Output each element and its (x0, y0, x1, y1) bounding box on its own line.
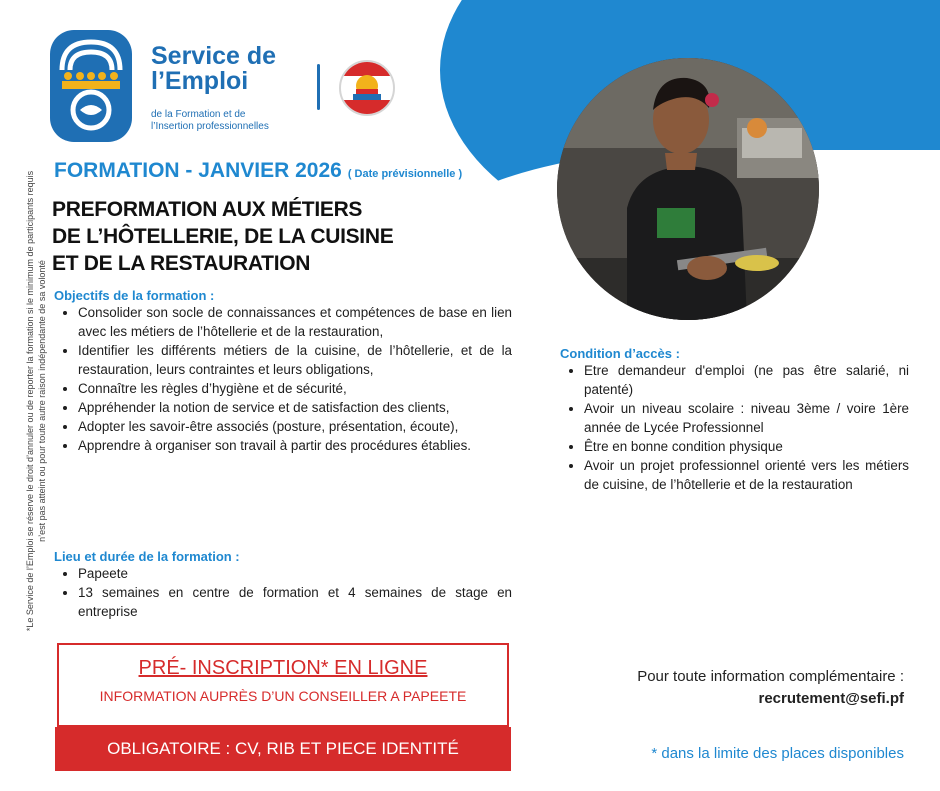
location-section (54, 549, 512, 621)
objectives-section (54, 288, 512, 455)
brand-name-line1: Service de (151, 42, 277, 70)
disclaimer-line1: *Le Service de l’Emploi se réserve le droit d’annuler ou de reporter la formation si le minimum de participants requis (25, 170, 35, 632)
sefi-logo (50, 30, 132, 142)
conditions-list (560, 361, 909, 494)
chef-photo (557, 58, 819, 320)
formation-date-heading (54, 159, 462, 183)
footnote: * dans la limite des places disponibles (651, 745, 904, 762)
conseiller-info: INFORMATION AUPRÈS D’UN CONSEILLER A PAPEETE (99, 688, 467, 704)
brand-name (151, 44, 276, 94)
formation-month: FORMATION - JANVIER 2026 (54, 159, 342, 182)
list-item: • Avoir un projet professionnel orienté vers les métiers de cuisine, de l’hôtellerie et de la restauration (584, 456, 909, 494)
brand-name-line2: l’Emploi (151, 67, 249, 95)
contact-email[interactable]: recrutement@sefi.pf (758, 690, 904, 707)
conditions-section (560, 346, 909, 494)
title-line3: ET DE LA RESTAURATION (52, 252, 311, 275)
list-item: • Identifier les différents métiers de la cuisine, de l’hôtellerie, et de la restauration, leurs contraintes et leurs obligations, (78, 341, 512, 379)
logo-divider (317, 64, 320, 110)
list-item: • Adopter les savoir-être associés (posture, présentation, écoute), (78, 417, 512, 436)
disclaimer-line2: n’est pas atteint ou pour toute autre raison indépendante de sa volonté (37, 260, 47, 542)
contact-block (637, 666, 904, 710)
list-item: • Appréhender la notion de service et de satisfaction des clients, (78, 398, 512, 417)
page-title (52, 196, 393, 277)
preinscription-link[interactable]: PRÉ- INSCRIPTION* EN LIGNE (138, 657, 428, 679)
location-list (54, 564, 512, 621)
title-line2: DE L’HÔTELLERIE, DE LA CUISINE (52, 225, 394, 248)
title-line1: PREFORMATION AUX MÉTIERS (52, 198, 363, 221)
list-item: • Avoir un niveau scolaire : niveau 3ème / voire 1ère année de Lycée Professionnel (584, 399, 909, 437)
brand-subtitle (151, 109, 269, 133)
objectives-list (54, 303, 512, 455)
list-item: • Être en bonne condition physique (584, 437, 909, 456)
mandatory-documents-banner: OBLIGATOIRE : CV, RIB ET PIECE IDENTITÉ (55, 727, 511, 771)
list-item: • Etre demandeur d'emploi (ne pas être salarié, ni patenté) (584, 361, 909, 399)
list-item: • Consolider son socle de connaissances et compétences de base en lien avec les métiers de l’hôtellerie et de la restauration, (78, 303, 512, 341)
list-item: • Connaître les règles d’hygiène et de sécurité, (78, 379, 512, 398)
polynesia-emblem (339, 60, 395, 116)
list-item: • Papeete (78, 564, 512, 583)
conditions-heading: Condition d’accès : (560, 346, 680, 361)
contact-label: Pour toute information complémentaire : (637, 668, 904, 685)
objectives-heading: Objectifs de la formation : (54, 288, 215, 303)
brand-subtitle-line2: l’Insertion professionnelles (151, 121, 269, 132)
date-note: ( Date prévisionnelle ) (347, 168, 463, 180)
vertical-disclaimer (24, 11, 48, 791)
brand-subtitle-line1: de la Formation et de (151, 109, 246, 120)
preinscription-box (57, 643, 509, 727)
list-item: • Apprendre à organiser son travail à partir des procédures établies. (78, 436, 512, 455)
list-item: • 13 semaines en centre de formation et 4 semaines de stage en entreprise (78, 583, 512, 621)
location-heading: Lieu et durée de la formation : (54, 549, 240, 564)
